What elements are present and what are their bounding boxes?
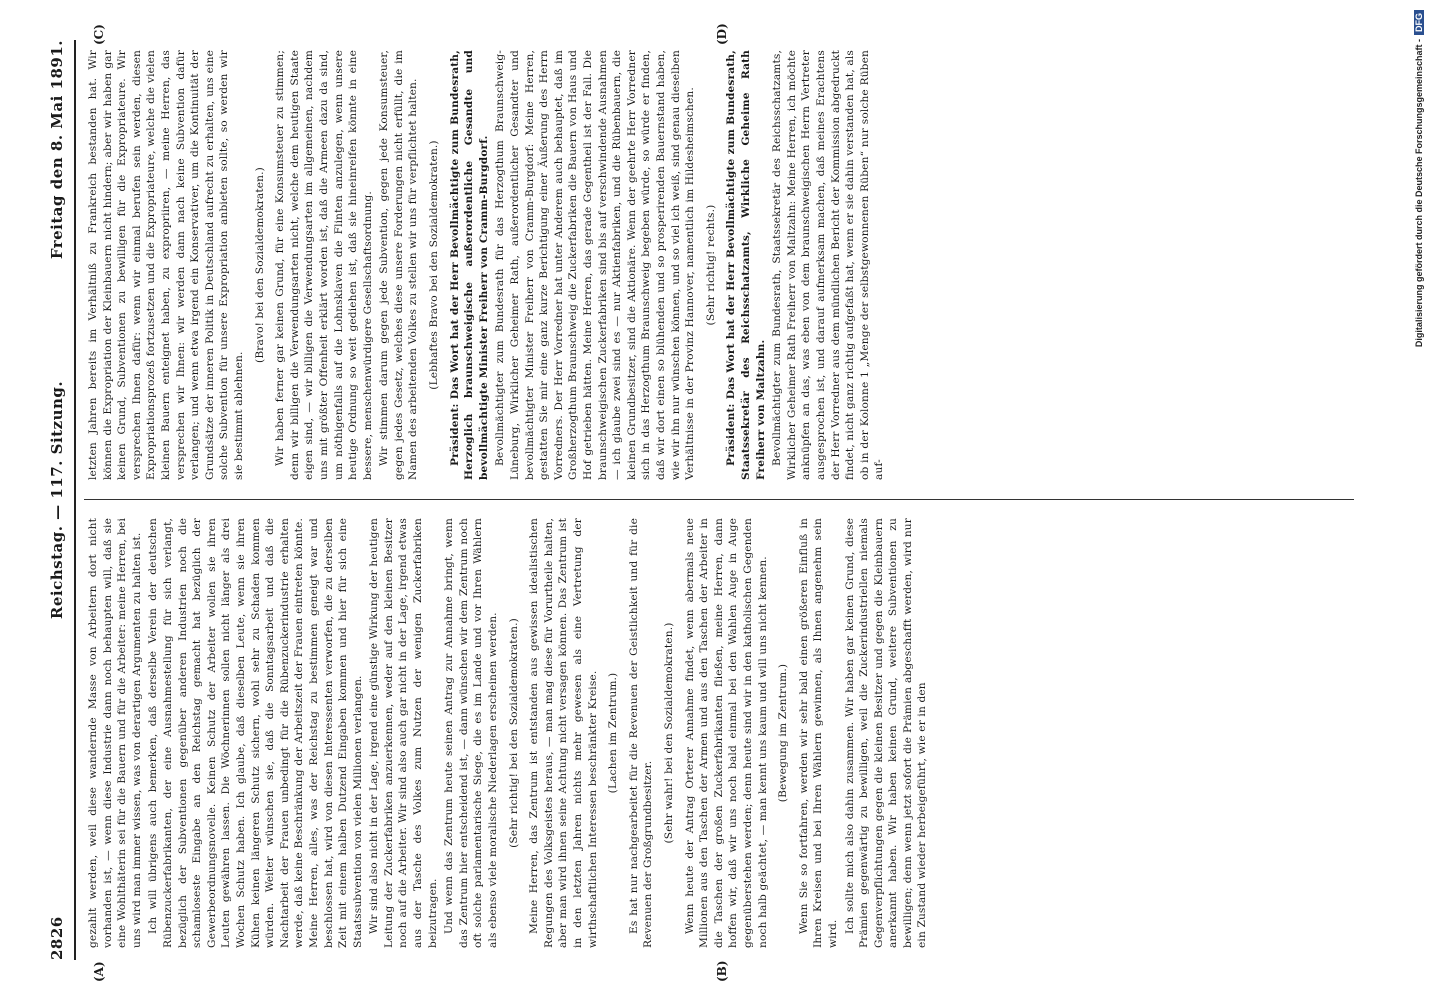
- dfg-credit-text: Digitalisierung gefördert durch die Deutsche Forschungsgemeinschaft -: [1414, 39, 1424, 348]
- page-number: 2826: [48, 916, 66, 960]
- page-header: [48, 40, 74, 960]
- paragraph: Meine Herren, das Zentrum ist entstanden aus gewissen idealistischen Regungen des Volksgeistes heraus, — man mag diese für Vorurtheile halten, aber man wird ihnen seine Achtung nicht versagen können. Das Zentrum ist in den letzten Jahren nichts mehr gewesen als eine Vertretung der wirthschaftlichen Interessen beschränkter Kreise.: [528, 518, 599, 948]
- speech-paragraph: Bevollmächtigter zum Bundesrath für das Herzogthum Braunschweig-Lüneburg, Wirklicher Geheimer Rath, außerordentlicher Gesandter und bevollmächtigter Minister Freiherr von Cramm-Burgdorf: Meine Herren, gestatten Sie mir eine ganz kurze Berichtigung einer Äußerung des Herrn Vorredners. Der Herr Vorredner hat unter Anderem auch behauptet, daß im Großherzogthum Braunschweig die Zuckerfabriken die Bauern von Haus und Hof getrieben hätten. Meine Herren, das gerade Gegentheil ist der Fall. Die braunschweigischen Zuckerfabriken sind bis auf verschwindende Ausnahmen — ich glaube zwei sind es — nur Aktienfabriken, und die Rübenbauern, die kleinen Grundbesitzer, sind die Aktionäre. Wenn der geehrte Herr Vorredner sich in das Herzogthum Braunschweig begeben würde, so würde er finden, daß wir dort einen so blühenden und so prosperirenden Bauernstand haben, wie wir ihn nur wünschen können, und so viel ich weiß, sind genau dieselben Verhältnisse in der Provinz Hannover, namentlich im Hildesheimschen.: [494, 50, 697, 480]
- speaker-paragraph: Präsident: Das Wort hat der Herr Bevollmächtigte zum Bundesrath, Herzoglich braunschweigische außerordentliche Gesandte und bevollmächtigte Minister Freiherr von Cramm-Burgdorf.: [448, 50, 490, 480]
- column-separator: [84, 499, 1354, 500]
- left-column: [86, 518, 932, 948]
- margin-mark-c: (C): [92, 24, 106, 45]
- dfg-logo: DFG: [1414, 10, 1424, 35]
- paragraph: gezahlt werden, weil diese wandernde Masse von Arbeitern dort nicht vorhanden ist, — wenn diese Industrie dann noch behaupten will, daß sie eine Wohlthäterin sei für die Bauern und für die Arbeiter: meine Herren, bei uns wird man immer wissen, was von derartigen Argumenten zu halten ist.: [87, 518, 143, 948]
- dfg-credit: [1414, 10, 1428, 990]
- session-date: Freitag den 8. Mai 1891.: [48, 40, 66, 260]
- paragraph: Und wenn das Zentrum heute seinen Antrag zur Annahme bringt, wenn das Zentrum hier entscheidend ist, — dann wünschen wir dem Zentrum noch oft solche parlamentarische Siege, die es im Lande und vor Ihren Wählern als ebenso viele moralische Niederlagen erscheinen werden.: [443, 518, 500, 948]
- speaker-paragraph: Präsident: Das Wort hat der Herr Bevollmächtigte zum Bundesrath, Staatssekretär des Reichsschatzamts, Wirkliche Geheime Rath Freiherr von Maltzahn.: [725, 50, 767, 480]
- interjection: (Lebhaftes Bravo bei den Sozialdemokraten.): [428, 140, 441, 390]
- paragraph: Wenn Sie so fortfahren, werden wir sehr bald einen größeren Einfluß in Ihren Kreisen und bei Ihren Wählern gewinnen, als Ihnen angenehm sein wird.: [797, 518, 839, 948]
- interjection: (Bewegung im Zentrum.): [777, 663, 790, 803]
- right-column: [86, 50, 889, 480]
- paragraph: Es hat nur nachgearbeitet für die Revenuen der Geistlichkeit und für die Revenuen der Großgrundbesitzer.: [627, 518, 655, 948]
- paragraph: Ich will übrigens auch bemerken, daß derselbe Verein der deutschen Rübenzuckerfabrikanten, der eine Ausnahmestellung für sich verlangt, bezüglich der Subventionen gegenüber anderen Industrien noch die schamloseste Eingabe an den Reichstag gemacht hat bezüglich der Gewerbeordnungsnovelle. Keinen Schutz der Arbeiter wollen sie ihren Leuten gewähren lassen. Die Wöchnerinnen sollen nicht länger als drei Wochen Schutz haben. Ich glaube, daß dieselben Leute, wenn sie ihren Kühen keinen längeren Schutz sichern, wohl sehr zu Schaden kommen würden. Weiter wünschen sie, daß die Sonntagsarbeit und daß die Nachtarbeit der Frauen unbedingt für die Rübenzuckerindustrie erhalten werde, daß keine Beschränkung der Arbeitszeit der Frauen eintreten könnte. Meine Herren, alles, was der Reichstag zu bestimmen geneigt war und beschlossen hat, wird von diesen Interessenten verworfen, die zu derselben Zeit mit einem halben Dutzend Eingaben kommen und hier für sich eine Staatssubvention von vielen Millionen verlangen.: [147, 518, 364, 948]
- margin-mark-b: (B): [715, 960, 729, 982]
- interjection: (Bravo! bei den Sozialdemokraten.): [253, 167, 266, 363]
- interjection: (Lachen im Zentrum.): [607, 672, 620, 794]
- interjection: (Sehr richtig! rechts.): [704, 204, 717, 326]
- interjection: (Sehr wahr! bei den Sozialdemokraten.): [662, 622, 675, 844]
- margin-mark-a: (A): [92, 961, 106, 982]
- paragraph: Wir haben ferner gar keinen Grund, für eine Konsumsteuer zu stimmen; denn wir billigen die Verwendungsarten nicht, welche dem heutigen Staate eigen sind, — wir billigen die Verwendungsarten im allgemeinen, nachdem uns mit größter Offenheit erklärt worden ist, daß die Armeen dazu da sind, um nöthigenfalls auf die Lohnsklaven die Flinten anzulegen, wenn unsere heutige Ordnung so weit gediehen ist, daß sie hineinreifen könnte in eine bessere, menschenwürdigere Gesellschaftsordnung.: [274, 50, 374, 480]
- paragraph: Wenn heute der Antrag Orterer Annahme findet, wenn abermals neue Millionen aus den Taschen der Armen und aus den Taschen der Arbeiter in die Taschen der großen Zuckerfabrikanten fließen, meine Herren, dann hoffen wir, daß wir uns noch bald einmal bei den Wahlen Auge in Auge gegenüberstehen werden; denn heute sind wir in den katholischen Gegenden noch halb geächtet, — man kennt uns kaum und will uns nicht kennen.: [683, 518, 769, 948]
- paragraph: Wir stimmen darum gegen jede Subvention, gegen jede Konsumsteuer, gegen jedes Gesetz, welches diese unsere Forderungen nicht erfüllt, die im Namen des arbeitenden Volkes zu stellen wir uns für verpflichtet halten.: [378, 50, 420, 480]
- paragraph: Wir sind also nicht in der Lage, irgend eine günstige Wirkung der heutigen Leitung der Zuckerfabriken anzuerkennen, weder auf den kleinen Besitzer noch auf die Arbeiter. Wir sind also auch gar nicht in der Lage, irgend etwas aus der Tasche des Volkes zum Nutzen der wenigen Zuckerfabriken beizutragen.: [368, 518, 439, 948]
- session-title: Reichstag. — 117. Sitzung.: [48, 380, 66, 620]
- interjection: (Sehr richtig! bei den Sozialdemokraten.): [507, 618, 520, 848]
- paragraph: Ich sollte mich also dahin zusammen. Wir haben gar keinen Grund, diese Prämien gegenwärtig zu bewilligen, weil die Zuckerindustriellen niemals Gegenverpflichtungen gegen die kleinen Besitzer und gegen die Kleinbauern anerkannt haben. Wir haben keinen Grund, weitere Subventionen zu bewilligen; denn wenn jetzt sofort die Prämien abgeschafft werden, wird nur ein Zustand wieder herbeigeführt, wie er in den: [843, 518, 929, 948]
- margin-mark-d: (D): [715, 23, 729, 45]
- paragraph: letzten Jahren bereits im Verhältniß zu Frankreich bestanden hat. Wir können die Expropriation der Kleinbauern nicht hindern; aber wir haben gar keinen Grund, Subventionen zu bewilligen für die Expropriateure. Wir versprechen Ihnen dafür: wenn wir einmal berufen sein werden, diesen Expropriationsprozeß fortzusetzen und die Expropriateure, welche die vielen kleinen Bauern enteignet haben, zu expropriiren, — meine Herren, das versprechen wir Ihnen: wir werden dann nach keine Subvention dafür verlangen; und wenn etwa irgend ein Konservativer, um die Kontinuität der Grundsätze der inneren Politik in Deutschland aufrecht zu erhalten, uns eine solche Subvention für unsere Expropriation anbieten sollte, so werden wir sie bestimmt ablehnen.: [87, 50, 245, 480]
- dfg-credit-strip: [1414, 10, 1428, 990]
- header-rule: [74, 40, 76, 960]
- speech-paragraph: Bevollmächtigter zum Bundesrath, Staatssekretär des Reichsschatzamts, Wirklicher Geheimer Rath Freiherr von Maltzahn: Meine Herren, ich möchte anknüpfen an das, was eben von dem braunschweigischen Herrn Vertreter ausgesprochen ist, und darauf aufmerksam machen, daß meines Erachtens der Herr Vorredner aus dem mündlichen Bericht der Kommission abgedruckt findet, nicht ganz richtig aufgefaßt hat, wenn er sie dahin verstanden hat, als ob in der Kolonne 1 „Menge der selbstgewonnenen Rüben“ nur solche Rüben auf-: [771, 50, 886, 480]
